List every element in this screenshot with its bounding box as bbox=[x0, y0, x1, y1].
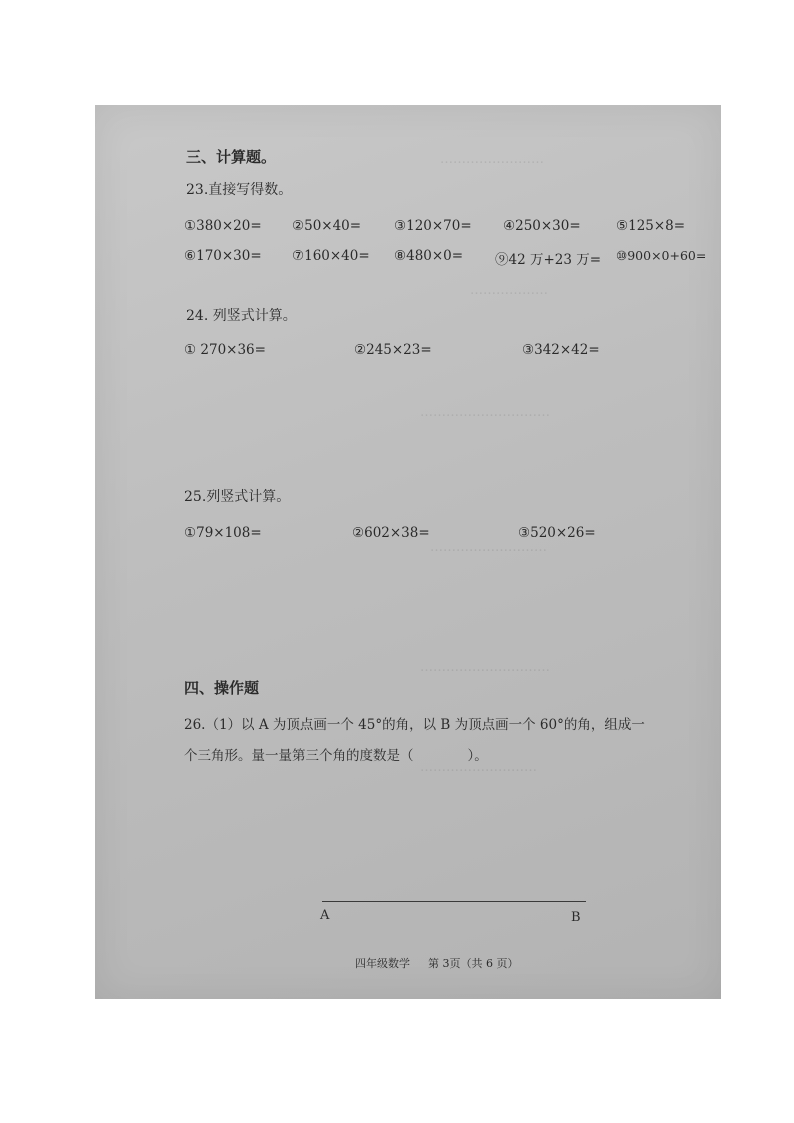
footer-page-number: 第 3页（共 6 页） bbox=[428, 957, 519, 970]
vertical-calc-item: ③342×42= bbox=[522, 342, 600, 358]
vertical-calc-item: ②245×23= bbox=[354, 342, 432, 358]
question-26-line-1: 26.（1）以 A 为顶点画一个 45°的角，以 B 为顶点画一个 60°的角，组成一 bbox=[184, 717, 645, 733]
point-a-label: A bbox=[320, 908, 330, 923]
calc-item: ⑧480×0= bbox=[394, 248, 464, 264]
bleed-through-text: ………………………… bbox=[420, 405, 550, 420]
calc-item: ⑤125×8= bbox=[616, 218, 686, 234]
calc-item: ⑥170×30= bbox=[184, 248, 262, 264]
question-26-line-2: 个三角形。量一量第三个角的度数是（ ）。 bbox=[184, 748, 488, 764]
section-4-heading: 四、操作题 bbox=[184, 679, 260, 697]
question-25-title: 25.列竖式计算。 bbox=[184, 489, 291, 505]
point-b-label: B bbox=[571, 910, 581, 925]
segment-ab bbox=[322, 901, 586, 902]
bleed-through-text: …………………… bbox=[440, 152, 544, 167]
vertical-calc-item: ③520×26= bbox=[518, 525, 596, 541]
section-3-heading: 三、计算题。 bbox=[186, 148, 277, 166]
footer-subject: 四年级数学 bbox=[355, 957, 410, 970]
exam-sheet bbox=[95, 105, 721, 999]
vertical-calc-item: ②602×38= bbox=[352, 525, 430, 541]
bleed-through-text: ……………… bbox=[470, 283, 548, 298]
bleed-through-text: ………………………… bbox=[420, 660, 550, 675]
vertical-calc-item: ①79×108= bbox=[184, 525, 262, 541]
calc-item: ⑦160×40= bbox=[292, 248, 370, 264]
question-24-title: 24. 列竖式计算。 bbox=[186, 308, 297, 324]
calc-item: ⑨42 万+23 万= bbox=[495, 252, 602, 268]
calc-item: ③120×70= bbox=[394, 218, 472, 234]
question-23-title: 23.直接写得数。 bbox=[186, 182, 293, 198]
calc-item: ①380×20= bbox=[184, 218, 262, 234]
bleed-through-text: ……………………… bbox=[420, 760, 537, 775]
calc-item: ④250×30= bbox=[503, 218, 581, 234]
calc-item: ②50×40= bbox=[292, 218, 362, 234]
bleed-through-text: ……………………… bbox=[430, 540, 547, 555]
page-footer bbox=[355, 955, 537, 971]
vertical-calc-item: ① 270×36= bbox=[184, 342, 266, 358]
calc-item: ⑩900×0+60= bbox=[616, 248, 707, 263]
